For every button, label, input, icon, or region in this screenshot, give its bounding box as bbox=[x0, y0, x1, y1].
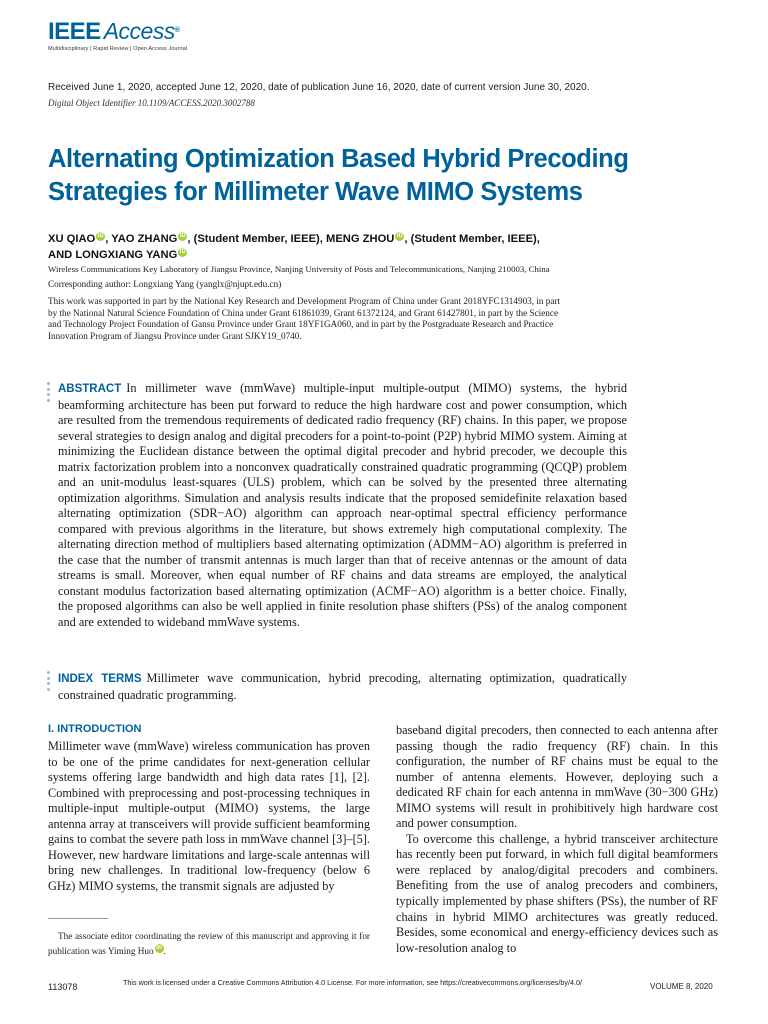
index-terms-text: Millimeter wave communication, hybrid precoding, alternating optimization, quadratically constrained quadratic programming. bbox=[58, 671, 627, 702]
journal-logo bbox=[48, 18, 180, 45]
funding-line: Innovation Program of Jiangsu Province under Grant SJKY19_0740. bbox=[48, 330, 302, 341]
license-notice[interactable]: This work is licensed under a Creative Commons Attribution 4.0 License. For more information, see https://creativecommons.org/licenses/by/4.0/ bbox=[123, 978, 583, 987]
index-terms-marker-icon bbox=[47, 671, 51, 693]
orcid-icon[interactable]: iD bbox=[179, 248, 186, 255]
index-terms bbox=[58, 671, 627, 703]
abstract-text: In millimeter wave (mmWave) multiple-input multiple-output (MIMO) systems, the hybrid beamforming architecture has been put forward to reduce the high hardware cost and power consumption, which are resulted from the tremendous requirements of dedicated radio frequency (RF) chains. In this paper, we propose several strategies to design analog and digital precoders for a point-to-point (P2P) hybrid MIMO system. Aiming at minimizing the Euclidean distance between the optimal digital precoder and hybrid precoder, we decouple this matrix factorization problem into a nonconvex quadratically constrained quadratic programming (QCQP) problem and an unit-modulus least-squares (ULS) problem, which can be solved by the presented three alternating optimization algorithms. Simulation and analysis results indicate that the proposed semidefinite relaxation based alternating optimization (SDR−AO) algorithm can approach near-optimal spectral efficiency performance compared with previous algorithms in the literature, but shows extremely high computational complexity. The alternating direction method of multipliers based alternating optimization (ADMM−AO) algorithm is preferred in the case that the number of transmit antennas is much larger than that of receive antennas or the amount of data streams is small. Moreover, when equal number of RF chains and data streams are employed, the analytical constant modulus factorization based alternating optimization (ACMF−AO) algorithm is a better choice. Finally, the proposed algorithms can also be well applied in finite resolution phase shifters (PSs) of the analog component and are extended to wideband mmWave systems. bbox=[58, 381, 627, 629]
body-column-left: Millimeter wave (mmWave) wireless communication has proven to be one of the prime candidates for next-generation cellular systems offering large bandwidth and high data rates [1], [2]. Combined with preprocessing and post-processing techniques in multiple-input multiple-output (MIMO) systems, the large antenna array at transceivers will provide sufficient beamforming gains to combat the severe path loss in mmWave channel [3]–[5]. However, new hardware limitations and large-scale antennas will bring new challenges. In traditional low-frequency (below 6 GHz) MIMO systems, the transmit signals are adjusted by bbox=[48, 739, 370, 893]
affiliation: Wireless Communications Key Laboratory of Jiangsu Province, Nanjing University of Posts and Telecommunications, Nanjing 210003, China bbox=[48, 264, 550, 274]
corresponding-author: Corresponding author: Longxiang Yang (yanglx@njupt.edu.cn) bbox=[48, 279, 282, 289]
author-3: , (Student Member, IEEE), MENG ZHOU bbox=[187, 233, 395, 245]
author-5: AND LONGXIANG YANG bbox=[48, 248, 178, 261]
title-line-2: Strategies for Millimeter Wave MIMO Systems bbox=[48, 178, 583, 206]
orcid-icon[interactable]: iD bbox=[179, 233, 186, 240]
author-4: , (Student Member, IEEE), bbox=[404, 233, 540, 245]
funding-statement bbox=[48, 296, 628, 342]
funding-line: This work was supported in part by the National Key Research and Development Program of China under Grant 2018YFC1314903, in part bbox=[48, 296, 561, 306]
body-column-right bbox=[396, 723, 718, 956]
volume-info: VOLUME 8, 2020 bbox=[650, 982, 713, 991]
logo-access: Access bbox=[103, 18, 175, 44]
footnote-text: The associate editor coordinating the review of this manuscript and approving it for publication was Yiming Huo bbox=[48, 931, 370, 956]
section-heading: I. INTRODUCTION bbox=[48, 723, 142, 735]
abstract-label: ABSTRACT bbox=[58, 383, 122, 395]
funding-line: and Technology Project Foundation of Gansu Province under Grant 18YF1GA060, and in part by the Postgraduate Research and Practice bbox=[48, 319, 554, 329]
index-terms-label: INDEX TERMS bbox=[58, 673, 142, 685]
abstract bbox=[58, 381, 627, 630]
journal-tagline: Multidisciplinary | Rapid Review | Open Access Journal bbox=[48, 46, 188, 52]
paragraph bbox=[396, 832, 718, 956]
doi: Digital Object Identifier 10.1109/ACCESS.2020.3002788 bbox=[48, 98, 255, 108]
page-number: 113078 bbox=[48, 982, 78, 992]
logo-ieee: IEEE bbox=[48, 18, 101, 45]
footnote: The associate editor coordinating the review of this manuscript and approving it for publication was Yiming Huo iD . bbox=[48, 931, 370, 956]
orcid-icon[interactable]: iD bbox=[97, 233, 104, 240]
orcid-icon[interactable]: iD bbox=[156, 945, 163, 952]
logo-trademark: ® bbox=[174, 27, 180, 34]
author-1: XU QIAO bbox=[48, 233, 96, 245]
author-2: , YAO ZHANG bbox=[105, 233, 178, 245]
author-list bbox=[48, 232, 668, 263]
abstract-marker-icon bbox=[47, 382, 51, 404]
funding-line: by the National Natural Science Foundation of China under Grant 61861039, Grant 61372124, and Grant 61427801, in part by the Science bbox=[48, 307, 559, 318]
received-dates: Received June 1, 2020, accepted June 12, 2020, date of publication June 16, 2020, date of current version June 30, 2020. bbox=[48, 82, 590, 93]
paragraph-text: To overcome this challenge, a hybrid transceiver architecture has recently been put forward, in which full digital beamformers were replaced by analog/digital precoders and combiners. Benefiting from the use of analog precoders and combiners, typically implemented by phase shifters (PSs), the number of RF chains in hybrid MIMO architectures was greatly reduced. Besides, some economical and energy-efficiency devices such as low-resolution analog to bbox=[396, 831, 718, 955]
footnote-divider bbox=[48, 918, 108, 919]
title-line-1: Alternating Optimization Based Hybrid Precoding bbox=[48, 145, 629, 173]
paragraph: baseband digital precoders, then connected to each antenna after passing though the radio frequency (RF) chain. In this configuration, the number of RF chains must be equal to the number of antenna elements. However, deploying such a dedicated RF chain for each antenna in mmWave (30−300 GHz) MIMO systems will result in prohibitively high hardware cost and power consumption. bbox=[396, 723, 718, 831]
orcid-icon[interactable]: iD bbox=[396, 233, 403, 240]
paper-title bbox=[48, 143, 668, 209]
